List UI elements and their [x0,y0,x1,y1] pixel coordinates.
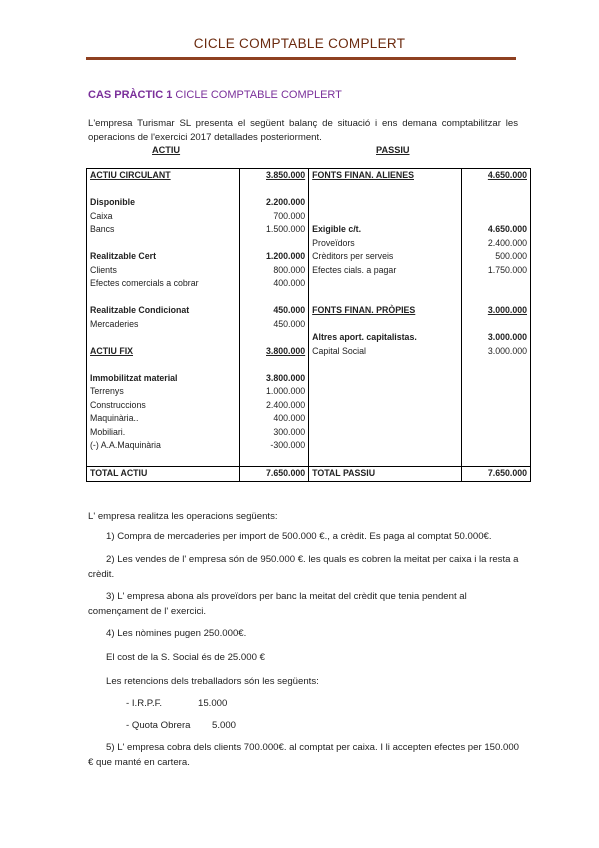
passiu-label: Proveïdors [312,237,355,248]
irpf-value: 15.000 [198,698,228,709]
passiu-value: 2.400.000 [462,237,531,251]
actiu-heading: ACTIU [152,145,181,155]
actiu-value: 450.000 [240,304,309,318]
operation-3: 3) L' empresa abona als proveïdors per banc la meitat del crèdit que tenia pendent al començament de l' exercici. [88,591,467,617]
balance-row [87,291,531,305]
quota-obrera-value: 5.000 [212,720,237,731]
actiu-label [87,331,240,345]
passiu-value: 1.750.000 [462,264,531,278]
passiu-label: Efectes cials. a pagar [312,264,397,275]
passiu-label [309,291,462,305]
passiu-heading: PASSIU [376,145,410,155]
operation-4-retentions: Les retencions dels treballadors són les següents: [106,676,319,687]
total-passiu-value: 7.650.000 [462,467,531,482]
passiu-label [309,453,462,467]
actiu-label: ACTIU CIRCULANT [87,169,240,183]
passiu-label [309,399,462,413]
operation-2: 2) Les vendes de l' empresa són de 950.000 €. les quals es cobren la meitat per caixa i la resta a crèdit. [88,554,519,580]
actiu-label: Disponible [87,196,240,210]
actiu-label [87,183,240,197]
passiu-label [309,318,462,332]
passiu-label: Capital Social [312,345,366,356]
irpf-label: - I.R.P.F. [126,698,163,709]
actiu-value [240,183,309,197]
actiu-value [240,291,309,305]
passiu-label: Crèditors per serveis [312,251,394,261]
actiu-label [87,453,240,467]
passiu-label [309,426,462,440]
balance-row [87,331,531,345]
passiu-value [462,318,531,332]
case-title [88,89,342,101]
actiu-label: Mercaderies [87,318,240,332]
passiu-value [462,291,531,305]
passiu-value [462,385,531,399]
balance-row [87,345,531,359]
total-actiu-label: TOTAL ACTIU [87,467,240,482]
balance-row [87,372,531,386]
actiu-value [240,237,309,251]
passiu-value [462,277,531,291]
balance-row [87,426,531,440]
actiu-value: 2.200.000 [240,196,309,210]
balance-row [87,358,531,372]
actiu-value: 2.400.000 [240,399,309,413]
passiu-value [462,439,531,453]
actiu-label: Immobilitzat material [87,372,240,386]
passiu-value: 3.000.000 [462,345,531,359]
operation-5: 5) L' empresa cobra dels clients 700.000€. al comptat per caixa. I li accepten efectes per 150.000 € que manté en cartera. [88,742,520,768]
balance-row [87,210,531,224]
passiu-value [462,196,531,210]
intro-paragraph: L'empresa Turismar SL presenta el següent balanç de situació i ens demana comptabilitzar les operacions de l'exercici 2017 detallades posteriorment. [88,118,518,143]
actiu-value: 300.000 [240,426,309,440]
actiu-value: 1.200.000 [240,250,309,264]
passiu-value [462,358,531,372]
actiu-label [87,358,240,372]
actiu-label: Terrenys [87,385,240,399]
passiu-value: 3.000.000 [462,304,531,318]
total-actiu-value: 7.650.000 [240,467,309,482]
operation-4: 4) Les nòmines pugen 250.000€. [106,628,247,639]
passiu-label: FONTS FINAN. PRÒPIES [312,305,416,315]
passiu-label [309,196,462,210]
case-subtitle: CICLE COMPTABLE COMPLERT [175,89,342,101]
balance-row [87,385,531,399]
header-rule [86,57,516,60]
balance-row [87,453,531,467]
operation-4-social-security: El cost de la S. Social és de 25.000 € [106,652,265,663]
passiu-label [309,439,462,453]
passiu-value: 500.000 [462,250,531,264]
passiu-value [462,453,531,467]
passiu-value: 4.650.000 [462,223,531,237]
passiu-label [309,210,462,224]
total-passiu-label: TOTAL PASSIU [309,467,462,482]
passiu-label [309,385,462,399]
actiu-label: Caixa [87,210,240,224]
actiu-value: 1.500.000 [240,223,309,237]
balance-row [87,412,531,426]
passiu-label [309,412,462,426]
balance-row [87,183,531,197]
actiu-value: 700.000 [240,210,309,224]
actiu-value: 3.850.000 [240,169,309,183]
operations-intro: L' empresa realitza les operacions següents: [88,511,278,522]
page-header-title: CICLE COMPTABLE COMPLERT [193,36,406,51]
actiu-label: Realitzable Condicionat [87,304,240,318]
actiu-label [87,237,240,251]
actiu-value: 400.000 [240,412,309,426]
balance-row [87,196,531,210]
actiu-value [240,453,309,467]
balance-row [87,318,531,332]
passiu-value [462,399,531,413]
passiu-value [462,426,531,440]
actiu-value: 3.800.000 [240,372,309,386]
passiu-label [309,277,462,291]
actiu-value [240,358,309,372]
actiu-label: Construccions [87,399,240,413]
actiu-label: Maquinària.. [87,412,240,426]
balance-row [87,237,531,251]
passiu-label: Altres aport. capitalistas. [312,332,417,342]
balance-row [87,277,531,291]
actiu-value: 400.000 [240,277,309,291]
passiu-value: 3.000.000 [462,331,531,345]
actiu-value [240,331,309,345]
actiu-label [87,291,240,305]
passiu-value [462,412,531,426]
passiu-label [309,372,462,386]
actiu-label: Realitzable Cert [87,250,240,264]
operation-1: 1) Compra de mercaderies per import de 500.000 €., a crèdit. Es paga al comptat 50.000€. [106,531,492,542]
passiu-value [462,210,531,224]
actiu-label: ACTIU FIX [87,345,240,359]
actiu-label: Mobiliari. [87,426,240,440]
passiu-label: FONTS FINAN. ALIENES [309,169,462,183]
actiu-value: -300.000 [240,439,309,453]
passiu-value [462,183,531,197]
quota-obrera-label: - Quota Obrera [126,720,191,731]
actiu-value: 450.000 [240,318,309,332]
balance-sheet-table [86,168,531,482]
case-label: CAS PRÀCTIC 1 [88,89,173,101]
actiu-label: Bancs [87,223,240,237]
actiu-label: (-) A.A.Maquinària [87,439,240,453]
balance-total-row [87,467,531,482]
actiu-label: Efectes comercials a cobrar [87,277,240,291]
actiu-label: Clients [87,264,240,278]
balance-row [87,304,531,318]
actiu-value: 1.000.000 [240,385,309,399]
passiu-value [462,372,531,386]
actiu-value: 800.000 [240,264,309,278]
balance-row [87,169,531,183]
balance-row [87,264,531,278]
passiu-label [309,358,462,372]
passiu-label [309,183,462,197]
passiu-label: Exigible c/t. [312,224,362,234]
balance-row [87,399,531,413]
balance-row [87,439,531,453]
passiu-value: 4.650.000 [462,169,531,183]
actiu-value: 3.800.000 [240,345,309,359]
balance-row [87,250,531,264]
balance-row [87,223,531,237]
